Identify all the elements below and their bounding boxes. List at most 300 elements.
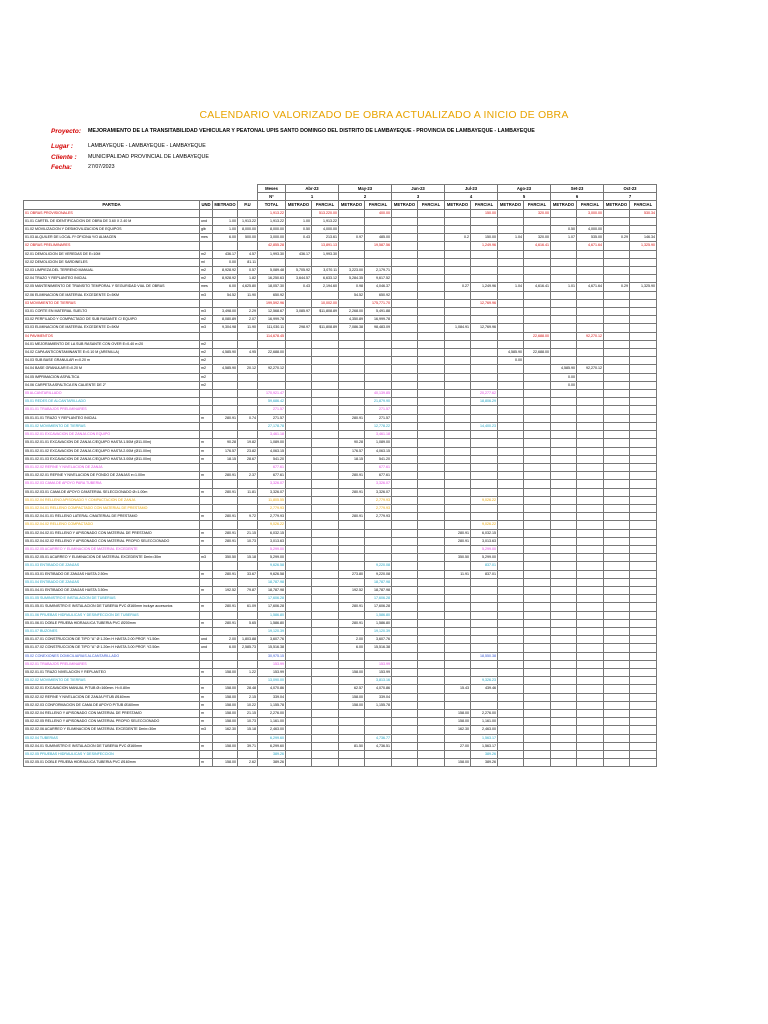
metrado-month-cell xyxy=(392,250,418,258)
unit-cell: mes xyxy=(200,283,213,291)
metrado-cell: 280.91 xyxy=(213,619,238,627)
parcial-cell xyxy=(524,488,551,496)
parcial-cell: 4,671.64 xyxy=(577,242,604,250)
metrado-month-cell xyxy=(604,422,630,430)
metrado-month-cell xyxy=(551,529,577,537)
total-cell: 389.26 xyxy=(258,759,286,767)
group-row xyxy=(24,431,657,439)
parcial-cell xyxy=(577,258,604,266)
parcial-cell xyxy=(418,627,445,635)
date-value: 27/07/2023 xyxy=(88,164,115,170)
metrado-month-cell xyxy=(604,316,630,324)
partida-cell: 04.01 MEJORAMIENTO DE LA SUB RASANTE CON OVER E=0.40 e=20 xyxy=(24,340,200,348)
metrado-month-cell xyxy=(286,734,312,742)
partida-cell: 05.01.02.05 ACARREO Y ELIMINACION DE MATERIAL EXCEDENTE xyxy=(24,545,200,553)
unit-cell: m3 xyxy=(200,324,213,332)
metrado-month-cell xyxy=(604,644,630,652)
metrado-cell xyxy=(213,422,238,430)
metrado-cell: 158.00 xyxy=(213,710,238,718)
parcial-cell xyxy=(524,504,551,512)
parcial-cell xyxy=(524,611,551,619)
metrado-month-cell: 54.52 xyxy=(339,291,365,299)
metrado-month-cell xyxy=(498,226,524,234)
metrado-month-cell xyxy=(551,652,577,660)
metrado-month-cell xyxy=(392,537,418,545)
parcial-cell xyxy=(630,586,657,594)
metrado-month-cell xyxy=(551,267,577,275)
parcial-cell xyxy=(524,398,551,406)
total-cell: 1,913.22 xyxy=(258,217,286,225)
metrado-cell: 158.00 xyxy=(213,718,238,726)
parcial-cell: 4,000.00 xyxy=(312,226,339,234)
parcial-cell xyxy=(418,529,445,537)
parcial-cell: 9,326.23 xyxy=(471,677,498,685)
table-row xyxy=(24,586,657,594)
parcial-cell xyxy=(471,627,498,635)
metrado-month-cell xyxy=(498,381,524,389)
parcial-cell xyxy=(524,529,551,537)
parcial-cell xyxy=(577,570,604,578)
metrado-month-cell xyxy=(498,677,524,685)
metrado-month-cell xyxy=(498,340,524,348)
metrado-month-cell xyxy=(498,685,524,693)
total-cell: 1,993.30 xyxy=(258,250,286,258)
metrado-month-cell xyxy=(498,578,524,586)
unit-cell: m2 xyxy=(200,373,213,381)
parcial-cell xyxy=(312,381,339,389)
parcial-cell xyxy=(577,677,604,685)
table-row xyxy=(24,226,657,234)
metrado-month-cell xyxy=(286,554,312,562)
metrado-month-cell xyxy=(551,611,577,619)
parcial-cell xyxy=(630,390,657,398)
table-row xyxy=(24,537,657,545)
parcial-cell: 485.00 xyxy=(365,234,392,242)
header-parcial: PARCIAL xyxy=(524,201,551,209)
metrado-month-cell xyxy=(339,406,365,414)
parcial-cell xyxy=(312,349,339,357)
parcial-cell: 1,249.96 xyxy=(471,283,498,291)
metrado-month-cell xyxy=(286,332,312,340)
parcial-cell xyxy=(471,513,498,521)
parcial-cell xyxy=(577,537,604,545)
metrado-month-cell xyxy=(392,472,418,480)
partida-cell: 05 ALCANTARILLADO xyxy=(24,390,200,398)
metrado-month-cell xyxy=(286,480,312,488)
client-label: Cliente : xyxy=(51,154,77,161)
metrado-month-cell xyxy=(392,644,418,652)
metrado-cell xyxy=(213,463,238,471)
parcial-cell xyxy=(577,693,604,701)
parcial-cell xyxy=(577,611,604,619)
metrado-month-cell: 0.00 xyxy=(551,373,577,381)
metrado-month-cell xyxy=(551,275,577,283)
unit-cell: m xyxy=(200,537,213,545)
parcial-cell xyxy=(577,636,604,644)
header-metrado: METRADO xyxy=(214,202,236,208)
unit-price-cell xyxy=(238,562,258,570)
metrado-month-cell: 280.91 xyxy=(339,488,365,496)
metrado-month-cell xyxy=(392,627,418,635)
metrado-month-cell: 298.97 xyxy=(286,324,312,332)
header-parcial: PARCIAL xyxy=(312,201,339,209)
header-partida: PARTIDA xyxy=(24,201,200,209)
total-cell: 3,461.18 xyxy=(258,431,286,439)
parcial-cell: 1,563.17 xyxy=(471,734,498,742)
metrado-month-cell xyxy=(392,578,418,586)
parcial-cell xyxy=(312,529,339,537)
metrado-month-cell xyxy=(445,455,471,463)
table-row xyxy=(24,308,657,316)
metrado-cell xyxy=(213,381,238,389)
parcial-cell xyxy=(577,340,604,348)
metrado-month-cell xyxy=(551,570,577,578)
parcial-cell xyxy=(312,414,339,422)
parcial-cell: 677.61 xyxy=(365,463,392,471)
parcial-cell xyxy=(577,578,604,586)
table-row xyxy=(24,447,657,455)
metrado-month-cell xyxy=(339,242,365,250)
month-header: Set-23 xyxy=(551,185,604,193)
parcial-cell xyxy=(312,586,339,594)
parcial-cell xyxy=(418,677,445,685)
metrado-month-cell xyxy=(604,267,630,275)
parcial-cell: 4,616.41 xyxy=(524,242,551,250)
header-meses: Meses xyxy=(258,185,286,193)
metrado-month-cell xyxy=(551,685,577,693)
metrado-month-cell xyxy=(286,447,312,455)
partida-cell: 05.02.02.06 ACARREO Y ELIMINACION DE MATERIAL EXCEDENTE Dmin=30m xyxy=(24,726,200,734)
unit-price-cell: 0.57 xyxy=(238,267,258,275)
metrado-month-cell xyxy=(551,431,577,439)
parcial-cell: 16,999.78 xyxy=(365,316,392,324)
unit-price-cell: 2,585.73 xyxy=(238,644,258,652)
metrado-month-cell xyxy=(392,677,418,685)
total-cell: 9,626.58 xyxy=(258,570,286,578)
parcial-cell xyxy=(524,480,551,488)
table-row xyxy=(24,710,657,718)
metrado-month-cell xyxy=(339,365,365,373)
metrado-cell: 158.00 xyxy=(213,685,238,693)
unit-cell: glb xyxy=(200,226,213,234)
parcial-cell: 5,299.00 xyxy=(471,545,498,553)
metrado-month-cell xyxy=(604,660,630,668)
group-row xyxy=(24,398,657,406)
parcial-cell xyxy=(577,316,604,324)
parcial-cell xyxy=(524,595,551,603)
parcial-cell xyxy=(471,340,498,348)
parcial-cell: 153.99 xyxy=(365,668,392,676)
metrado-cell xyxy=(213,562,238,570)
parcial-cell xyxy=(312,701,339,709)
parcial-cell xyxy=(524,422,551,430)
parcial-cell: 9,026.22 xyxy=(471,496,498,504)
metrado-month-cell xyxy=(551,562,577,570)
parcial-cell xyxy=(577,463,604,471)
parcial-cell xyxy=(365,250,392,258)
metrado-month-cell xyxy=(286,603,312,611)
parcial-cell xyxy=(312,398,339,406)
group-row xyxy=(24,660,657,668)
metrado-month-cell xyxy=(604,668,630,676)
metrado-month-cell xyxy=(339,562,365,570)
partida-cell: 02 OBRAS PRELIMINARES xyxy=(24,242,200,250)
metrado-cell: 2.00 xyxy=(213,636,238,644)
metrado-month-cell: 280.91 xyxy=(445,529,471,537)
unit-price-cell: 1,803.88 xyxy=(238,636,258,644)
parcial-cell xyxy=(577,742,604,750)
metrado-month-cell xyxy=(392,373,418,381)
parcial-cell: 1,155.78 xyxy=(365,701,392,709)
table-row xyxy=(24,455,657,463)
metrado-month-cell xyxy=(445,258,471,266)
metrado-cell xyxy=(213,398,238,406)
metrado-month-cell xyxy=(604,390,630,398)
parcial-cell xyxy=(630,357,657,365)
parcial-cell xyxy=(577,398,604,406)
metrado-month-cell xyxy=(286,636,312,644)
parcial-cell xyxy=(418,365,445,373)
parcial-cell: 4,671.64 xyxy=(577,283,604,291)
metrado-month-cell xyxy=(604,414,630,422)
parcial-cell: 13,891.13 xyxy=(312,242,339,250)
parcial-cell: 150.00 xyxy=(471,209,498,217)
unit-cell: m xyxy=(200,710,213,718)
metrado-month-cell: 2.00 xyxy=(339,636,365,644)
parcial-cell: 22,688.00 xyxy=(524,332,551,340)
unit-cell xyxy=(200,578,213,586)
parcial-cell: 18,787.98 xyxy=(365,586,392,594)
parcial-cell: 3,013.63 xyxy=(471,537,498,545)
metrado-month-cell: 4,585.90 xyxy=(551,365,577,373)
metrado-month-cell xyxy=(286,562,312,570)
metrado-month-cell xyxy=(498,652,524,660)
parcial-cell xyxy=(471,357,498,365)
table-row xyxy=(24,718,657,726)
parcial-cell: 22,688.00 xyxy=(524,349,551,357)
parcial-cell xyxy=(630,627,657,635)
unit-price-cell xyxy=(238,398,258,406)
metrado-month-cell xyxy=(445,751,471,759)
metrado-month-cell xyxy=(392,545,418,553)
parcial-cell xyxy=(577,496,604,504)
metrado-month-cell xyxy=(604,586,630,594)
metrado-month-cell xyxy=(551,504,577,512)
parcial-cell xyxy=(418,447,445,455)
unit-cell: m xyxy=(200,718,213,726)
metrado-month-cell xyxy=(445,504,471,512)
parcial-cell xyxy=(471,463,498,471)
parcial-cell xyxy=(524,652,551,660)
parcial-cell: 3,070.11 xyxy=(312,267,339,275)
metrado-cell: 158.00 xyxy=(213,759,238,767)
parcial-cell xyxy=(312,521,339,529)
metrado-month-cell xyxy=(498,496,524,504)
metrado-month-cell xyxy=(604,578,630,586)
metrado-month-cell xyxy=(551,496,577,504)
metrado-month-cell xyxy=(498,267,524,275)
metrado-month-cell xyxy=(551,316,577,324)
parcial-cell xyxy=(418,718,445,726)
header-metrado: METRADO xyxy=(445,201,471,209)
metrado-month-cell xyxy=(286,463,312,471)
parcial-cell xyxy=(577,668,604,676)
parcial-cell: 1,325.90 xyxy=(630,242,657,250)
metrado-month-cell xyxy=(286,578,312,586)
partida-cell: 05.01.06 PRUEBAS HIDRAULICAS Y DESINFECCION DE TUBERIAS xyxy=(24,611,200,619)
unit-cell: m xyxy=(200,414,213,422)
unit-price-cell: 33.67 xyxy=(238,570,258,578)
table-row xyxy=(24,488,657,496)
metrado-month-cell xyxy=(551,332,577,340)
metrado-month-cell xyxy=(339,373,365,381)
metrado-month-cell xyxy=(551,455,577,463)
parcial-cell xyxy=(577,529,604,537)
parcial-cell xyxy=(418,619,445,627)
unit-price-cell: 10.73 xyxy=(238,718,258,726)
parcial-cell xyxy=(312,291,339,299)
partida-cell: 05.01 REDES DE ALCANTARILLADO xyxy=(24,398,200,406)
unit-price-cell xyxy=(238,373,258,381)
parcial-cell xyxy=(312,422,339,430)
partida-cell: 05.01.07 BUZONES xyxy=(24,627,200,635)
metrado-month-cell xyxy=(498,570,524,578)
partida-cell: 05.02.02.01 EXCAVACION MANUAL P/TUB Ø=160mm. H=0.80m xyxy=(24,685,200,693)
metrado-month-cell: 280.91 xyxy=(339,619,365,627)
parcial-cell: 146.34 xyxy=(630,234,657,242)
partida-cell: 05.01.05.01 SUMINISTRO E INSTALACION DE TUBERIA PVC Ø160mm incluye accesorios xyxy=(24,603,200,611)
unit-price-cell: 20.12 xyxy=(238,365,258,373)
metrado-month-cell xyxy=(551,439,577,447)
parcial-cell xyxy=(630,619,657,627)
unit-price-cell: 9.72 xyxy=(238,513,258,521)
parcial-cell: 12,769.96 xyxy=(471,299,498,307)
metrado-month-cell: 0.50 xyxy=(551,226,577,234)
metrado-month-cell xyxy=(498,422,524,430)
total-cell: 16,999.78 xyxy=(258,316,286,324)
parcial-cell xyxy=(577,521,604,529)
unit-cell: ml xyxy=(200,258,213,266)
metrado-month-cell xyxy=(551,677,577,685)
metrado-cell xyxy=(213,578,238,586)
metrado-month-cell xyxy=(286,701,312,709)
unit-cell: m xyxy=(200,759,213,767)
metrado-month-cell: 0.00 xyxy=(498,357,524,365)
unit-price-cell: 81.11 xyxy=(238,258,258,266)
parcial-cell xyxy=(471,332,498,340)
metrado-month-cell xyxy=(286,751,312,759)
metrado-month-cell xyxy=(604,685,630,693)
metrado-month-cell: 0.27 xyxy=(445,283,471,291)
metrado-month-cell xyxy=(286,718,312,726)
total-cell: 153.99 xyxy=(258,660,286,668)
metrado-month-cell xyxy=(498,710,524,718)
parcial-cell xyxy=(630,545,657,553)
metrado-month-cell xyxy=(551,693,577,701)
metrado-month-cell xyxy=(604,554,630,562)
table-row xyxy=(24,759,657,767)
metrado-month-cell xyxy=(498,365,524,373)
metrado-month-cell xyxy=(551,414,577,422)
partida-cell: 05.01.02.01.02 EXCAVACION DE ZANJA C/EQUIPO HASTA 2.00M (Ø11.00m) xyxy=(24,447,200,455)
metrado-month-cell xyxy=(392,496,418,504)
unit-cell xyxy=(200,545,213,553)
parcial-cell xyxy=(471,611,498,619)
metrado-month-cell xyxy=(445,472,471,480)
parcial-cell xyxy=(524,217,551,225)
parcial-cell: 4,736.77 xyxy=(365,734,392,742)
header-metrado: METRADO xyxy=(551,201,577,209)
metrado-month-cell xyxy=(498,668,524,676)
partida-cell: 05.01.02.03 CAMA DE APOYO PARA TUBERIA xyxy=(24,480,200,488)
parcial-cell xyxy=(524,324,551,332)
partida-cell: 05.02.05.01 DOBLE PRUEBA HIDRAULICA TUBERIA PVC Ø160mm xyxy=(24,759,200,767)
metrado-month-cell xyxy=(604,562,630,570)
table-row xyxy=(24,742,657,750)
parcial-cell: 6,032.15 xyxy=(471,529,498,537)
parcial-cell xyxy=(524,537,551,545)
month-header: May-23 xyxy=(339,185,392,193)
metrado-month-cell xyxy=(604,496,630,504)
metrado-month-cell xyxy=(498,299,524,307)
parcial-cell xyxy=(577,267,604,275)
unit-cell: m xyxy=(200,693,213,701)
parcial-cell xyxy=(312,406,339,414)
metrado-month-cell xyxy=(392,718,418,726)
metrado-month-cell xyxy=(498,611,524,619)
parcial-cell xyxy=(630,480,657,488)
parcial-cell xyxy=(365,710,392,718)
parcial-cell xyxy=(312,463,339,471)
partida-cell: 05.01.01 TRABAJOS PRELIMINARES xyxy=(24,406,200,414)
metrado-month-cell xyxy=(551,488,577,496)
metrado-month-cell xyxy=(604,537,630,545)
parcial-cell xyxy=(365,521,392,529)
group-row xyxy=(24,751,657,759)
parcial-cell: 320.00 xyxy=(524,234,551,242)
parcial-cell xyxy=(630,636,657,644)
total-cell: 2,463.00 xyxy=(258,726,286,734)
parcial-cell xyxy=(365,718,392,726)
metrado-month-cell xyxy=(604,381,630,389)
metrado-month-cell xyxy=(498,537,524,545)
metrado-month-cell xyxy=(339,677,365,685)
metrado-month-cell xyxy=(551,734,577,742)
parcial-cell xyxy=(312,340,339,348)
parcial-cell xyxy=(471,258,498,266)
metrado-month-cell xyxy=(445,562,471,570)
parcial-cell xyxy=(418,234,445,242)
parcial-cell: 5,491.88 xyxy=(365,308,392,316)
metrado-month-cell xyxy=(392,463,418,471)
parcial-cell: 2,179.71 xyxy=(365,267,392,275)
metrado-cell xyxy=(213,209,238,217)
unit-price-cell xyxy=(238,480,258,488)
metrado-month-cell xyxy=(339,340,365,348)
parcial-cell xyxy=(418,340,445,348)
unit-cell xyxy=(200,677,213,685)
metrado-month-cell xyxy=(339,480,365,488)
metrado-month-cell xyxy=(498,250,524,258)
unit-price-cell: 10.22 xyxy=(238,701,258,709)
metrado-month-cell xyxy=(339,578,365,586)
client-value: MUNICIPALIDAD PROVINCIAL DE LAMBAYEQUE xyxy=(88,154,209,160)
total-cell: 2,276.00 xyxy=(258,710,286,718)
metrado-cell: 280.91 xyxy=(213,603,238,611)
metrado-month-cell xyxy=(339,226,365,234)
total-cell: 18,057.30 xyxy=(258,283,286,291)
unit-price-cell: 15.18 xyxy=(238,554,258,562)
